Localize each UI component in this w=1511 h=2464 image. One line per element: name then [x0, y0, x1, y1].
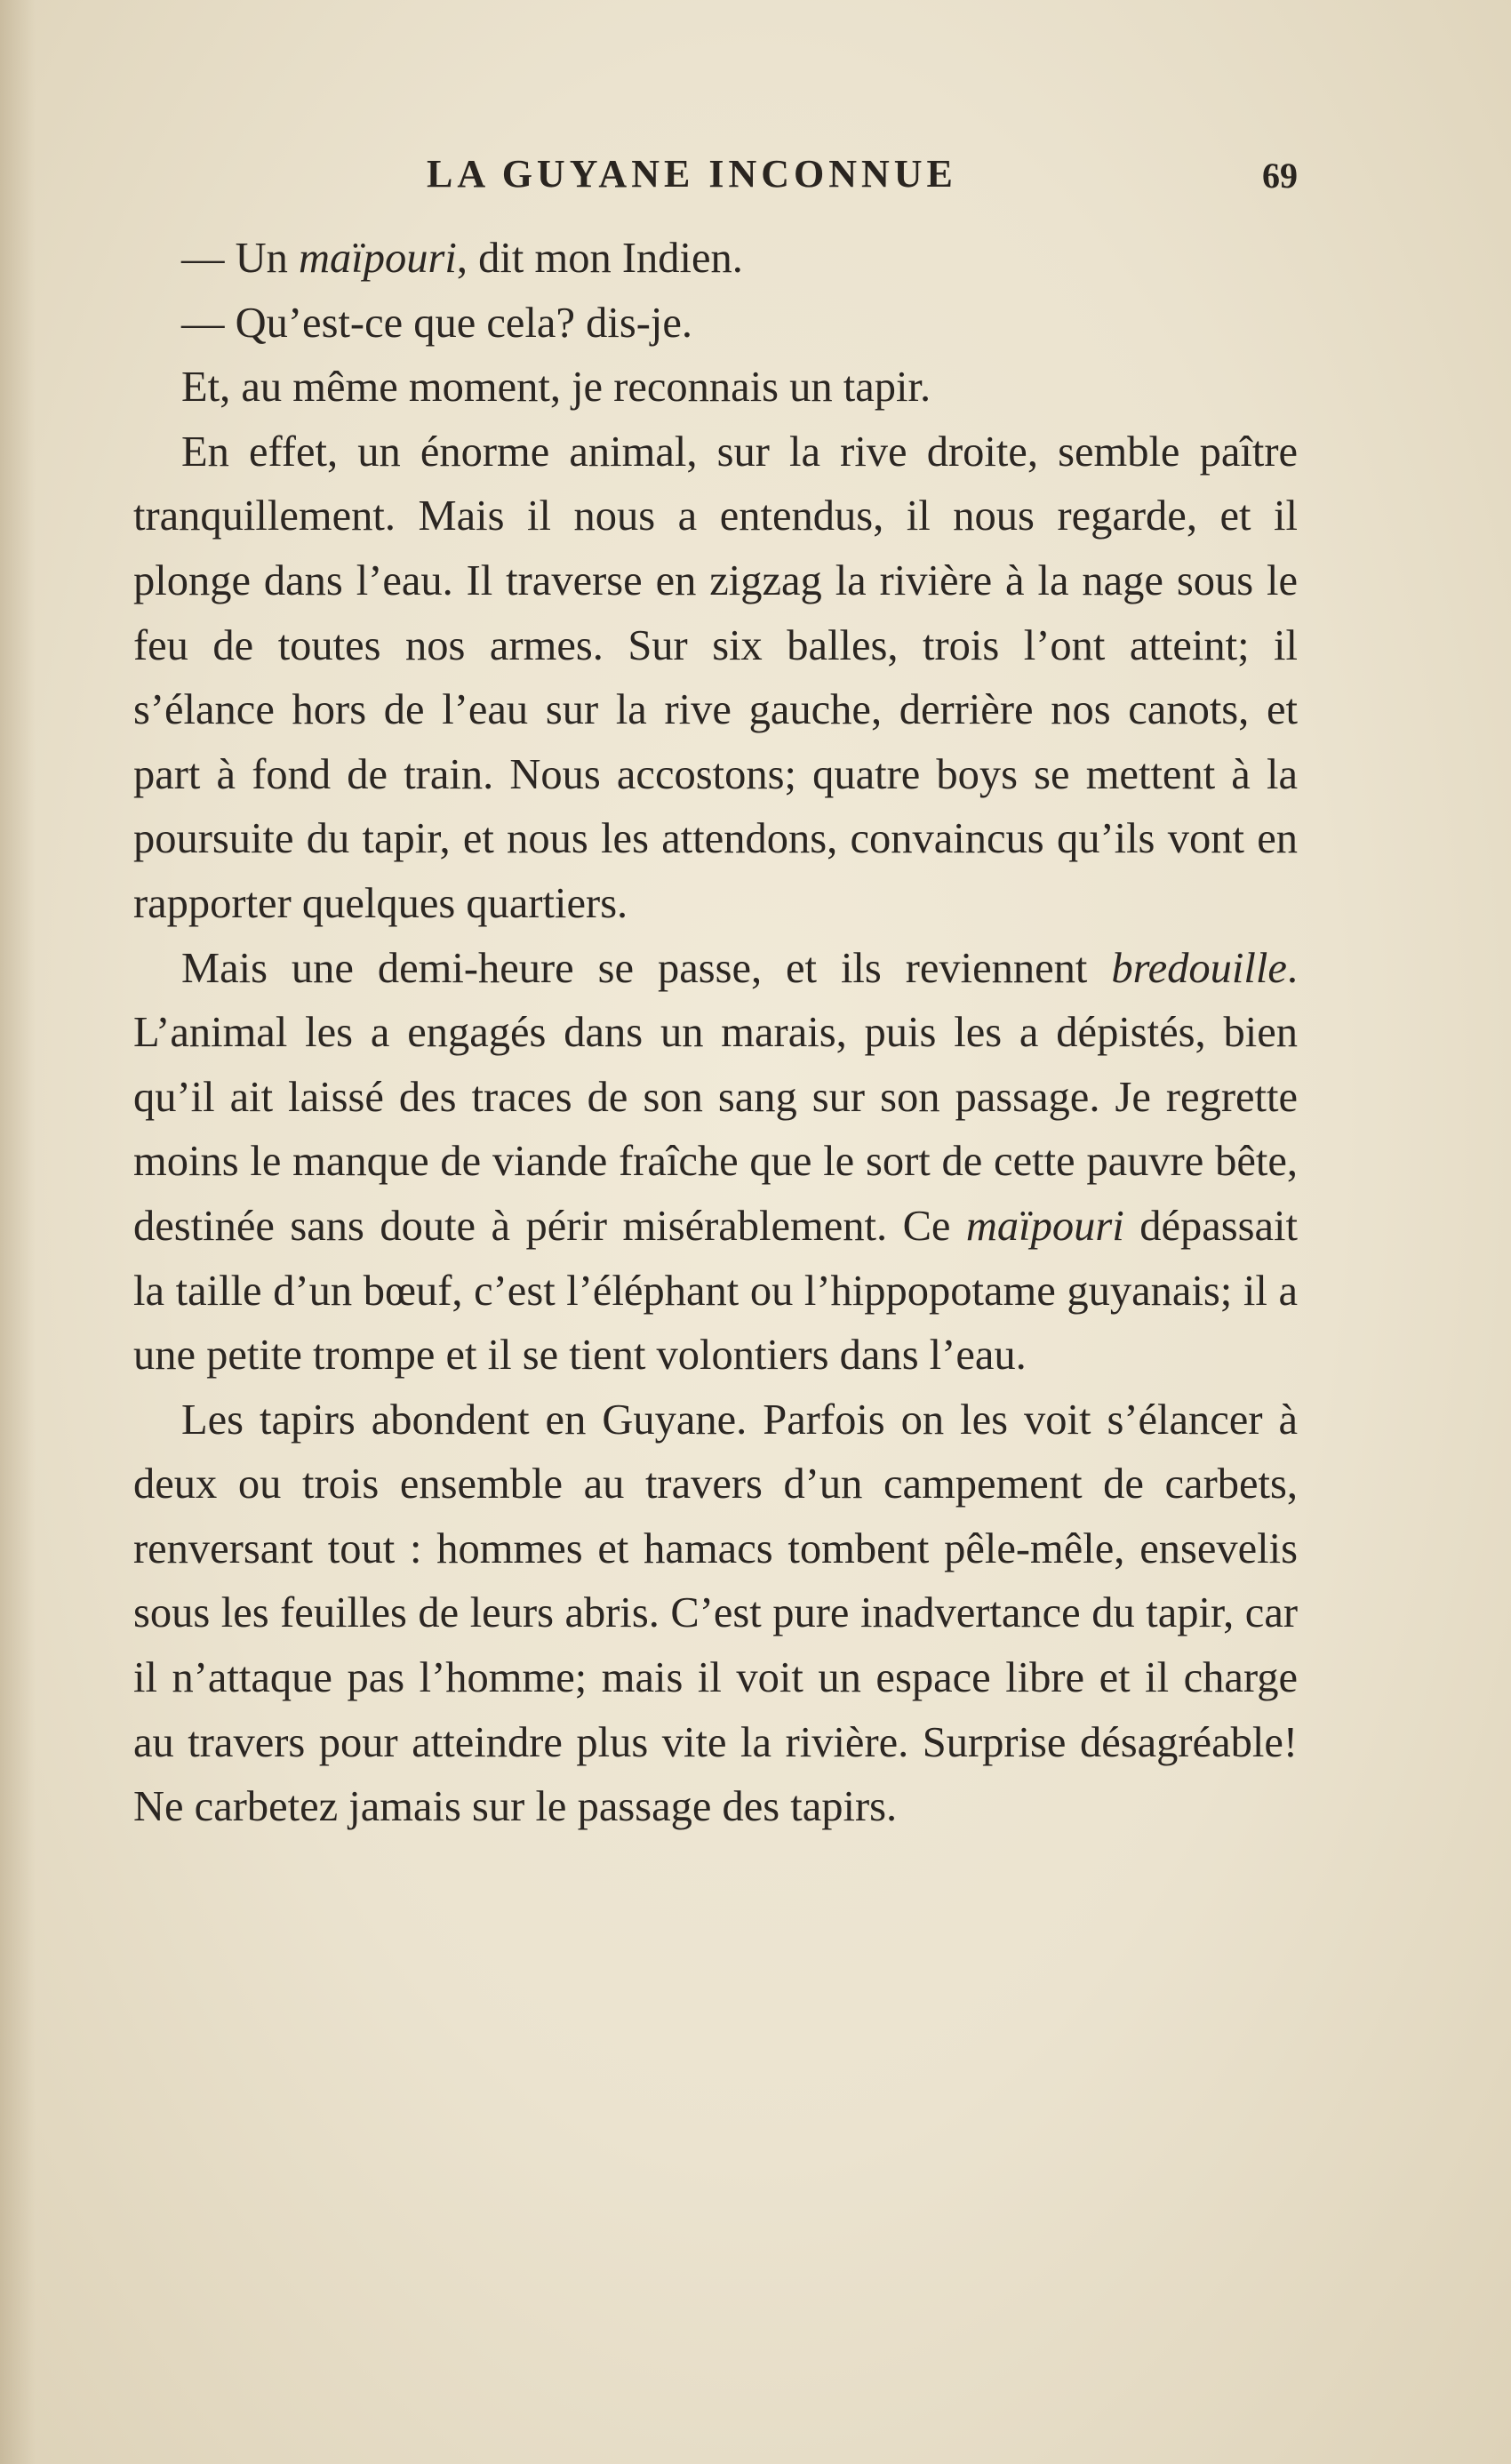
- page-number: 69: [1262, 156, 1298, 196]
- paragraph-3: Et, au même moment, je reconnais un tapir.: [181, 364, 931, 412]
- paragraph-6: Les tapirs abondent en Guyane. Parfois on les voit s’élancer à deux ou trois ensemble au travers d’un campement de carbets, renversant tout : hommes et hamacs tombent pêle-mêle, ensevelis sous les feuilles de leurs abris. C’est pure inadvertance du tapir, car il n’attaque pas l’homme; mais il voit un espace libre et il charge au travers pour atteindre plus vite la rivière. Surprise désagréable! Ne carbetez jamais sur le passage des tapirs.: [133, 1396, 1298, 1831]
- running-title: LA GUYANE INCONNUE: [427, 152, 957, 196]
- paragraph-dialogue-1: — Un maïpouri, dit mon Indien.: [181, 235, 743, 282]
- italic-term: bredouille: [1111, 944, 1287, 992]
- paragraph-5: Mais une demi-heure se passe, et ils reviennent bredouille. L’animal les a engagés dans un marais, puis les a dépistés, bien qu’il ait laissé des traces de son sang sur son passage. Je regrette moins le manque de viande fraîche que le sort de cette pauvre bête, destinée sans doute à périr misérablement. Ce maïpouri dépassait la taille d’un bœuf, c’est l’éléphant ou l’hippopotame guyanais; il a une petite trompe et il se tient volontiers dans l’eau.: [133, 944, 1298, 1380]
- paragraph-4: En effet, un énorme animal, sur la rive droite, semble paître tranquillement. Mais il nous a entendus, il nous regarde, et il plonge dans l’eau. Il traverse en zigzag la rivière à la nage sous le feu de toutes nos armes. Sur six balles, trois l’ont atteint; il s’élance hors de l’eau sur la rive gauche, derrière nos canots, et part à fond de train. Nous accostons; quatre boys se mettent à la poursuite du tapir, et nous les attendons, convaincus qu’ils vont en rapporter quelques quartiers.: [133, 428, 1298, 927]
- italic-term: maïpouri: [299, 235, 457, 282]
- paragraph-dialogue-2: — Qu’est-ce que cela? dis-je.: [181, 299, 692, 347]
- body-text: [133, 227, 1298, 1840]
- page-edge-shadow: [0, 0, 36, 2464]
- page-header: [133, 151, 1298, 204]
- italic-term: maïpouri: [965, 1202, 1124, 1250]
